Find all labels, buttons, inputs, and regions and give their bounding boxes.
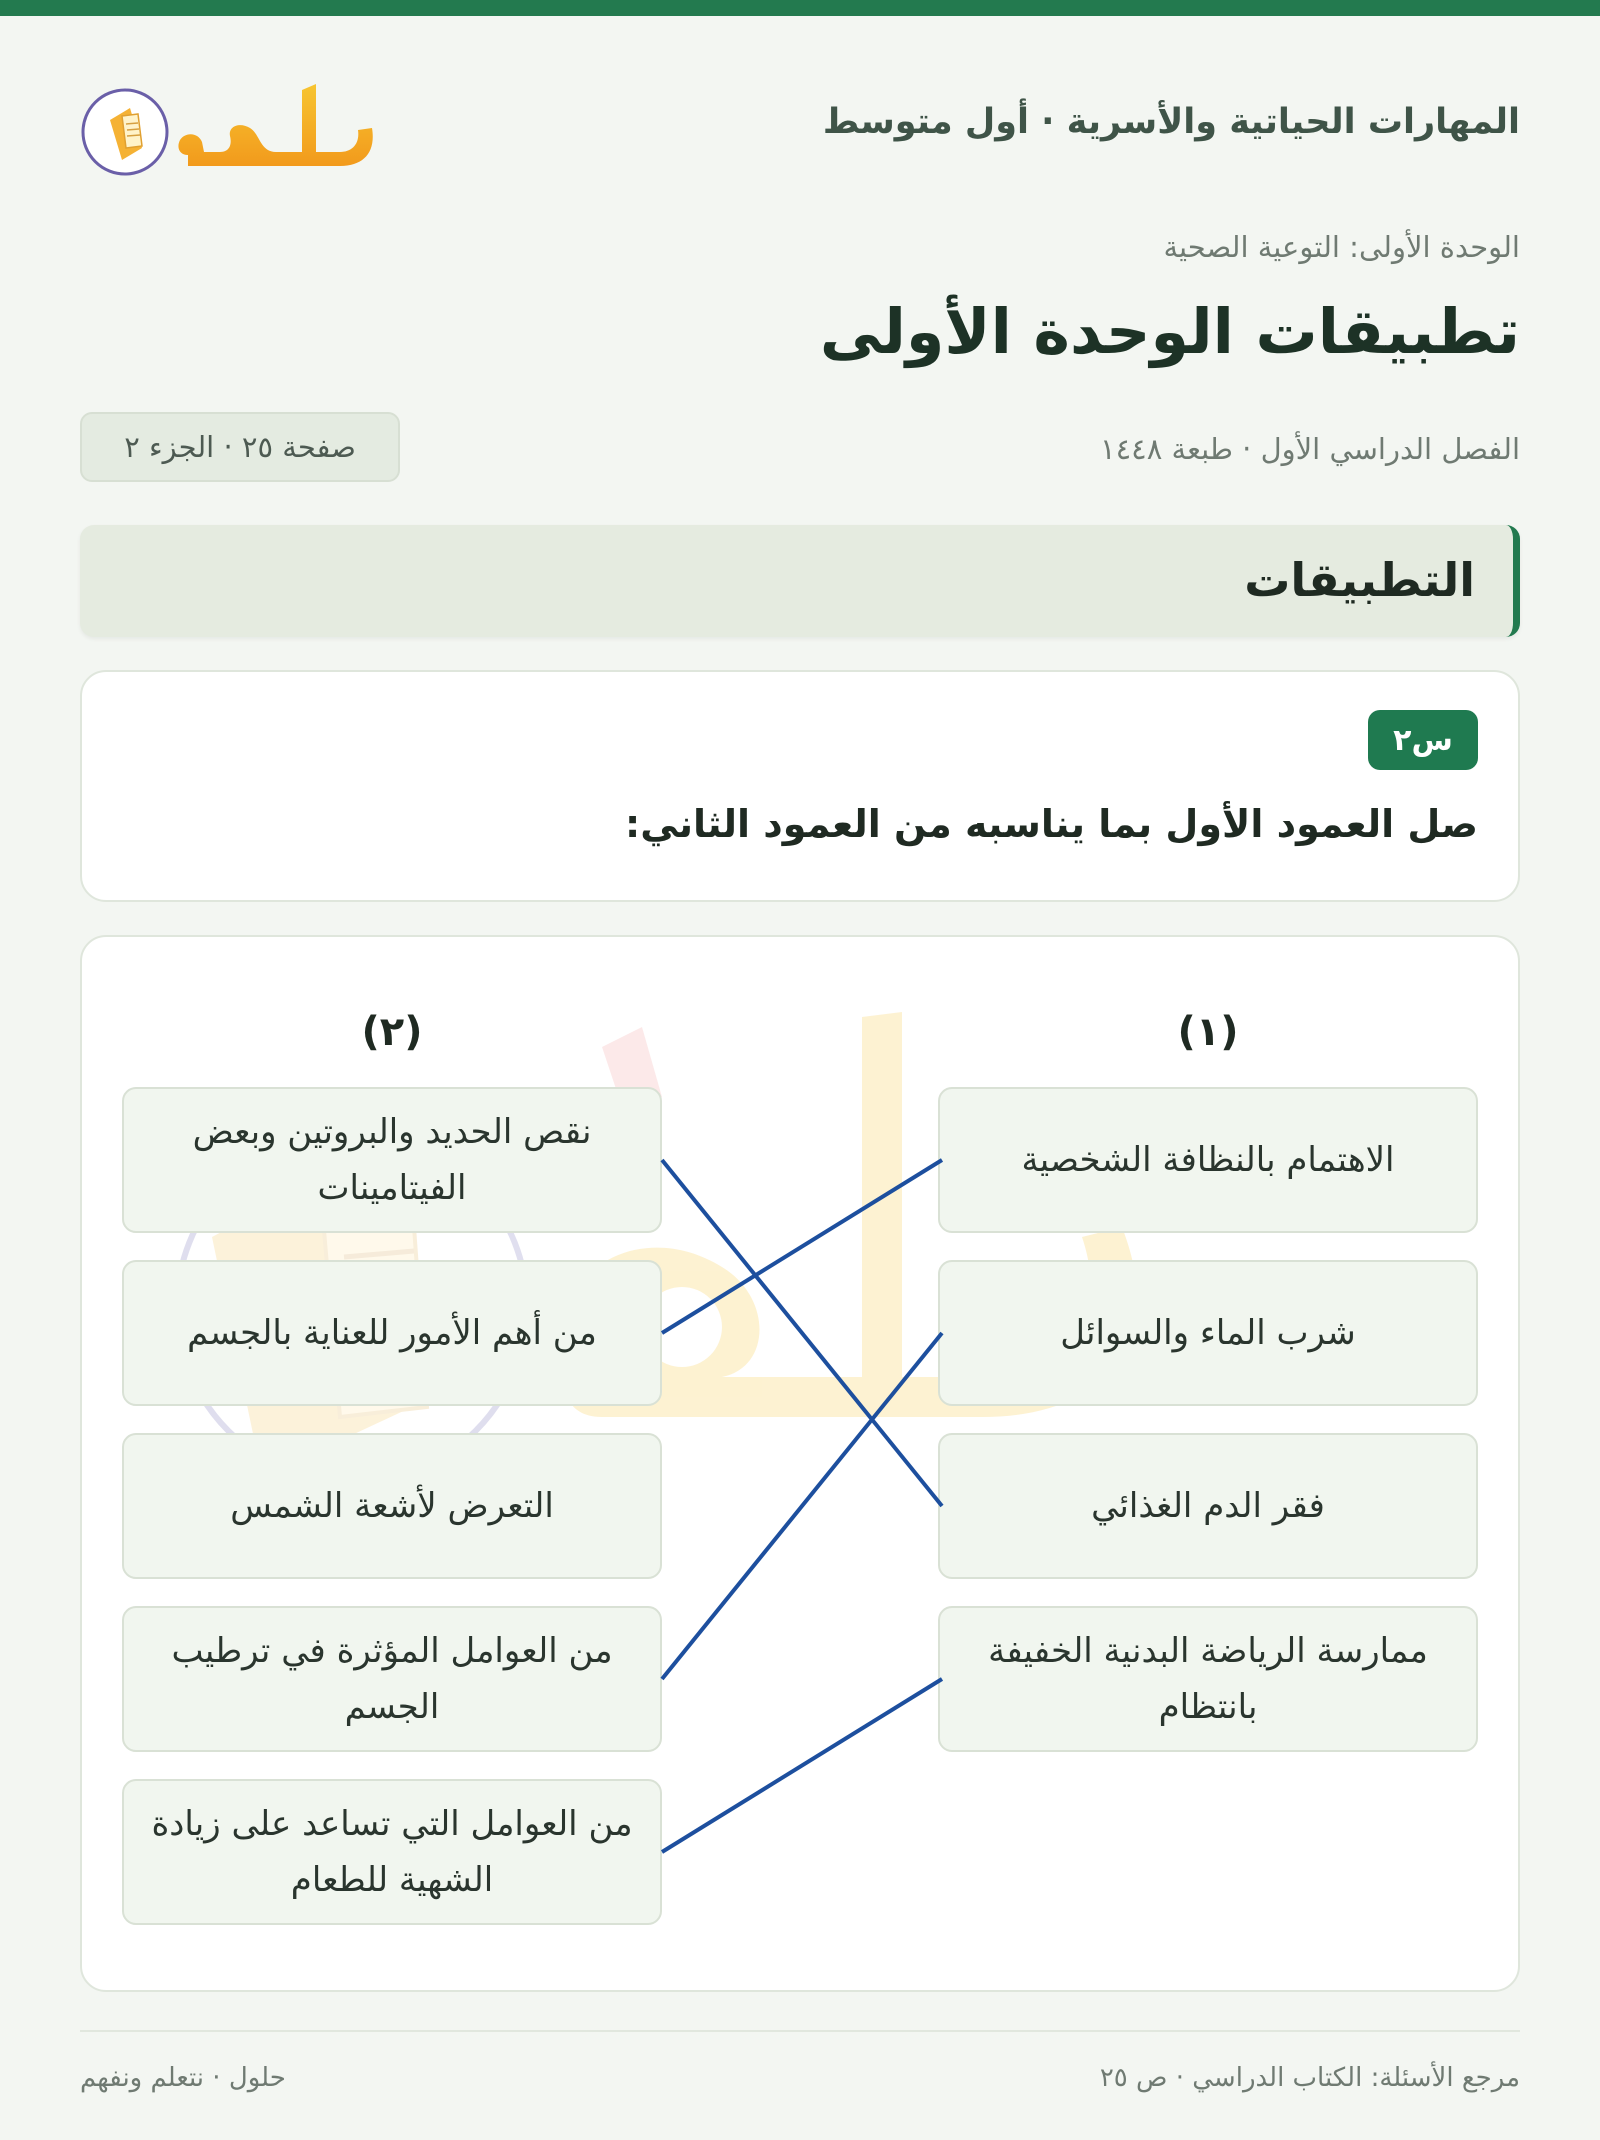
hulul-logo bbox=[80, 70, 380, 180]
column2-header: (٢) bbox=[361, 1009, 423, 1055]
connection-line bbox=[662, 1679, 942, 1852]
footer-reference: مرجع الأسئلة: الكتاب الدراسي · ص ٢٥ bbox=[1099, 2063, 1520, 2093]
unit-label: الوحدة الأولى: التوعية الصحية bbox=[1163, 230, 1520, 264]
page-number-chip: صفحة ٢٥ · الجزء ٢ bbox=[80, 412, 400, 482]
connection-line bbox=[662, 1160, 942, 1506]
footer-brand: حلول · نتعلم ونفهم bbox=[80, 2063, 286, 2093]
top-accent-bar bbox=[0, 0, 1600, 16]
question-text: صل العمود الأول بما يناسبه من العمود الثاني: bbox=[625, 802, 1478, 846]
footer-divider bbox=[80, 2030, 1520, 2032]
column1-header: (١) bbox=[1177, 1009, 1239, 1055]
semester-edition: الفصل الدراسي الأول · طبعة ١٤٤٨ bbox=[1100, 432, 1520, 466]
question-number-badge: س٢ bbox=[1368, 710, 1478, 770]
course-title: المهارات الحياتية والأسرية · أول متوسط bbox=[822, 102, 1520, 142]
column1-item[interactable]: فقر الدم الغذائي bbox=[938, 1433, 1478, 1579]
column2-item[interactable]: نقص الحديد والبروتين وبعض الفيتامينات bbox=[122, 1087, 662, 1233]
column1-item[interactable]: ممارسة الرياضة البدنية الخفيفة بانتظام bbox=[938, 1606, 1478, 1752]
column2-item[interactable]: من العوامل التي تساعد على زيادة الشهية للطعام bbox=[122, 1779, 662, 1925]
page-header bbox=[80, 70, 1520, 180]
question-card bbox=[80, 670, 1520, 902]
section-title: التطبيقات bbox=[1244, 553, 1475, 607]
column2-item[interactable]: من العوامل المؤثرة في ترطيب الجسم bbox=[122, 1606, 662, 1752]
matching-card bbox=[80, 935, 1520, 1992]
connection-line bbox=[662, 1333, 942, 1679]
connection-line bbox=[662, 1160, 942, 1333]
column1-item[interactable]: الاهتمام بالنظافة الشخصية bbox=[938, 1087, 1478, 1233]
section-header bbox=[80, 525, 1520, 637]
page-title: تطبيقات الوحدة الأولى bbox=[819, 295, 1520, 368]
column1-item[interactable]: شرب الماء والسوائل bbox=[938, 1260, 1478, 1406]
column2-item[interactable]: من أهم الأمور للعناية بالجسم bbox=[122, 1260, 662, 1406]
column2-item[interactable]: التعرض لأشعة الشمس bbox=[122, 1433, 662, 1579]
